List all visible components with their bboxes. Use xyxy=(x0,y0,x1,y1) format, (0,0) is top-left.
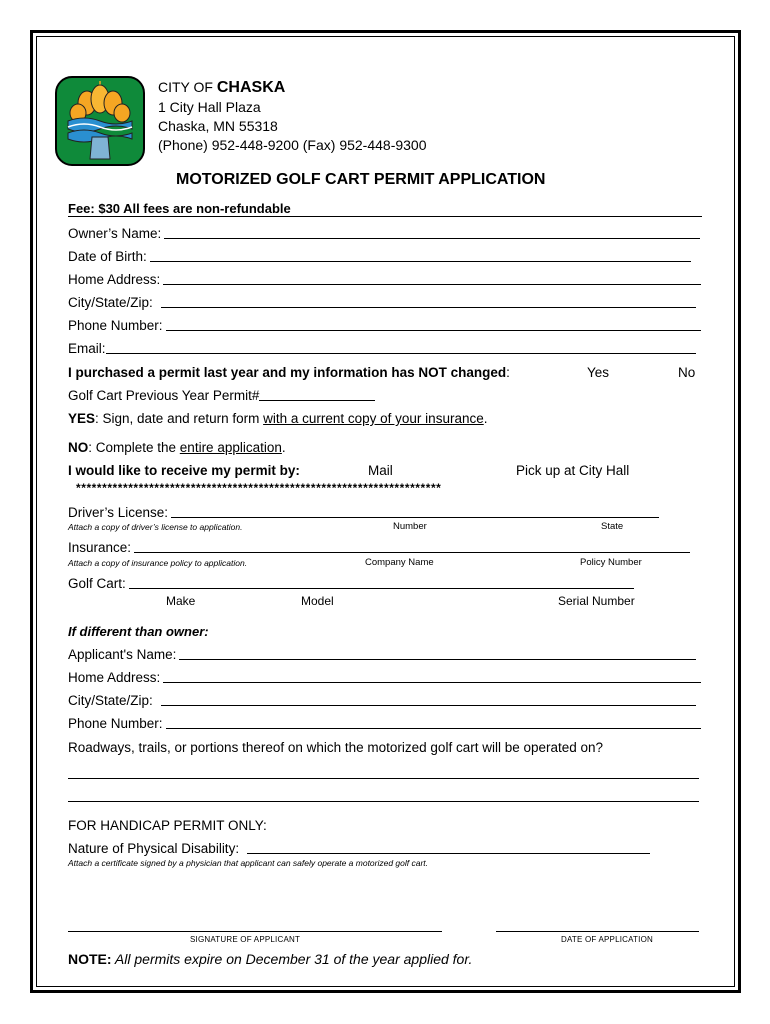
insurance-note: Attach a copy of insurance policy to application. xyxy=(68,558,248,568)
prev-permit-label: Golf Cart Previous Year Permit# xyxy=(68,388,260,403)
owners-name-field[interactable] xyxy=(68,226,700,241)
applicant-phone-line[interactable] xyxy=(166,728,701,729)
disability-note: Attach a certificate signed by a physician that applicant can safely operate a motorized golf cart. xyxy=(68,858,429,868)
address-line-1: 1 City Hall Plaza xyxy=(158,99,261,115)
receive-permit-label: I would like to receive my permit by: xyxy=(68,463,300,478)
phone-fax: (Phone) 952-448-9200 (Fax) 952-448-9300 xyxy=(158,137,427,153)
applicant-name-label: Applicant's Name: xyxy=(68,647,177,662)
phone-line[interactable] xyxy=(166,330,701,331)
email-field[interactable] xyxy=(68,341,696,356)
drivers-license-line[interactable] xyxy=(171,517,659,518)
applicant-city-state-zip-label: City/State/Zip: xyxy=(68,693,153,708)
city-state-zip-label: City/State/Zip: xyxy=(68,295,153,310)
disability-label: Nature of Physical Disability: xyxy=(68,841,240,856)
city-logo-icon xyxy=(54,75,146,167)
golf-cart-serial-caption: Serial Number xyxy=(558,594,635,608)
applicant-name-field[interactable] xyxy=(68,647,696,662)
owners-name-line[interactable] xyxy=(164,238,700,239)
applicant-phone-label: Phone Number: xyxy=(68,716,163,731)
applicant-phone-field[interactable] xyxy=(68,716,701,731)
separator-stars: ********************************************************************** xyxy=(76,481,442,495)
receive-mail-option[interactable]: Mail xyxy=(368,463,393,478)
city-heading: CITY OF CHASKA xyxy=(158,79,286,96)
golf-cart-label: Golf Cart: xyxy=(68,576,126,591)
golf-cart-make-caption: Make xyxy=(166,594,196,608)
golf-cart-model-caption: Model xyxy=(301,594,334,608)
form-title: MOTORIZED GOLF CART PERMIT APPLICATION xyxy=(176,171,546,188)
prev-permit-line[interactable] xyxy=(259,400,375,401)
drivers-number-caption: Number xyxy=(393,521,427,532)
prev-permit-field[interactable] xyxy=(68,388,375,403)
insurance-field[interactable] xyxy=(68,540,690,555)
disability-line[interactable] xyxy=(247,853,650,854)
drivers-license-note: Attach a copy of driver’s license to application. xyxy=(68,522,243,532)
email-label: Email: xyxy=(68,341,106,356)
insurance-company-caption: Company Name xyxy=(365,557,434,568)
renewal-yes-option[interactable]: Yes xyxy=(587,365,610,380)
roadways-line-2[interactable] xyxy=(68,801,699,802)
dob-line[interactable] xyxy=(150,261,691,262)
signature-line[interactable] xyxy=(68,931,442,932)
city-state-zip-line[interactable] xyxy=(161,307,696,308)
home-address-label: Home Address: xyxy=(68,272,161,287)
applicant-home-address-field[interactable] xyxy=(68,670,701,685)
insurance-policy-caption: Policy Number xyxy=(580,557,642,568)
insurance-line[interactable] xyxy=(134,552,690,553)
applicant-city-state-zip-field[interactable] xyxy=(68,693,696,708)
golf-cart-line[interactable] xyxy=(129,588,634,589)
renewal-question: I purchased a permit last year and my information has NOT changed: xyxy=(68,365,510,380)
applicant-home-address-label: Home Address: xyxy=(68,670,161,685)
disability-field[interactable] xyxy=(68,841,650,856)
drivers-license-field[interactable] xyxy=(68,505,659,520)
fee-rule xyxy=(68,216,702,217)
phone-field[interactable] xyxy=(68,318,701,333)
dob-field[interactable] xyxy=(68,249,691,264)
date-line[interactable] xyxy=(496,931,699,932)
handicap-heading: FOR HANDICAP PERMIT ONLY: xyxy=(68,818,267,833)
city-state-zip-field[interactable] xyxy=(68,295,696,310)
fee-line: Fee: $30 All fees are non-refundable xyxy=(68,201,291,216)
roadways-question: Roadways, trails, or portions thereof on which the motorized golf cart will be operated on? xyxy=(68,740,604,755)
drivers-license-label: Driver’s License: xyxy=(68,505,169,520)
receive-pickup-option[interactable]: Pick up at City Hall xyxy=(516,463,630,478)
signature-caption: SIGNATURE OF APPLICANT xyxy=(190,935,301,944)
applicant-name-line[interactable] xyxy=(179,659,696,660)
golf-cart-field[interactable] xyxy=(68,576,634,591)
home-address-line[interactable] xyxy=(163,284,701,285)
applicant-home-address-line[interactable] xyxy=(163,682,701,683)
applicant-heading: If different than owner: xyxy=(68,624,209,639)
dob-label: Date of Birth: xyxy=(68,249,147,264)
yes-instruction: YES: Sign, date and return form with a current copy of your insurance. xyxy=(68,411,488,426)
applicant-city-state-zip-line[interactable] xyxy=(161,705,696,706)
roadways-line-1[interactable] xyxy=(68,778,699,779)
phone-label: Phone Number: xyxy=(68,318,163,333)
address-line-2: Chaska, MN 55318 xyxy=(158,118,278,134)
renewal-no-option[interactable]: No xyxy=(678,365,696,380)
no-instruction: NO: Complete the entire application. xyxy=(68,440,286,455)
date-caption: DATE OF APPLICATION xyxy=(561,935,653,944)
expiry-note: NOTE: All permits expire on December 31 of the year applied for. xyxy=(68,951,473,967)
owners-name-label: Owner’s Name: xyxy=(68,226,162,241)
drivers-state-caption: State xyxy=(601,521,624,532)
home-address-field[interactable] xyxy=(68,272,701,287)
email-line[interactable] xyxy=(106,353,696,354)
insurance-label: Insurance: xyxy=(68,540,132,555)
